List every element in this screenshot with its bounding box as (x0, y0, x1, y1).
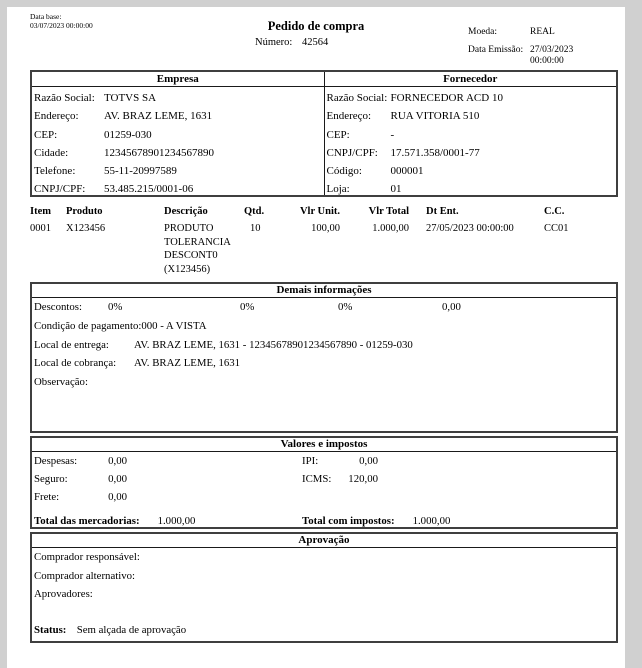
field-row (32, 373, 616, 392)
empresa-title: Empresa (32, 72, 325, 86)
field-label: Total com impostos: (302, 515, 395, 527)
field-label: Telefone: (34, 165, 76, 178)
field-row (327, 126, 617, 144)
status-row (32, 621, 616, 640)
field-row (34, 89, 324, 107)
field-label: IPI: (302, 455, 319, 467)
field-value: 120,00 (348, 473, 378, 485)
field-value: 0,00 (359, 455, 378, 467)
field-value: 01 (390, 183, 402, 196)
data-base-label: Data base: (30, 12, 62, 21)
moeda-value: REAL (530, 27, 555, 37)
item-cost-center-cell: CC01 (544, 223, 569, 234)
field-row (34, 107, 324, 125)
moeda-label: Moeda: (468, 27, 498, 37)
item-description-cell: PRODUTO TOLERANCIA DESCONT0 (X123456) (164, 223, 231, 275)
items-header-cell: Produto (66, 206, 103, 217)
field-row (32, 317, 616, 336)
items-header-cell: Vlr Total (368, 206, 409, 217)
items-header-cell: Descrição (164, 206, 208, 217)
values-taxes-box (30, 436, 618, 529)
field-row (327, 144, 617, 162)
field-value: 1.000,00 (157, 515, 196, 527)
field-label: Loja: (326, 183, 350, 196)
field-value: 000001 (390, 165, 424, 178)
field-row (327, 107, 617, 125)
items-header-cell: Vlr Unit. (299, 206, 340, 217)
items-header-cell: Dt Ent. (426, 206, 459, 217)
field-label: Condição de pagamento: (34, 319, 142, 332)
field-value: 53.485.215/0001-06 (104, 183, 194, 196)
approvers-row: Aprovadores: (34, 588, 93, 601)
field-value: 0,00 (108, 455, 127, 467)
item-unit-price-cell: 100,00 (311, 223, 340, 234)
field-row (34, 162, 324, 180)
numero-label: Número: (255, 37, 293, 48)
item-total-cell: 1.000,00 (372, 223, 409, 234)
field-label: Razão Social: (34, 92, 95, 104)
seguro-field (34, 470, 302, 488)
totals-row (32, 512, 616, 530)
items-header-cell: C.C. (544, 206, 565, 217)
ipi-field (302, 452, 378, 470)
field-label: Frete: (34, 491, 60, 503)
field-row (32, 354, 616, 373)
field-row (34, 180, 324, 198)
desconto-value-3: 0% (338, 301, 353, 313)
field-value: RUA VITORIA 510 (390, 110, 480, 123)
field-label: Seguro: (34, 473, 68, 485)
field-label: Cidade: (34, 146, 69, 159)
desconto-value-2: 0% (240, 301, 255, 313)
field-value: 000 - A VISTA (141, 319, 207, 332)
despesas-field (34, 452, 302, 470)
field-value: 1.000,00 (412, 515, 451, 527)
field-label: Observação: (34, 376, 88, 389)
field-label: ICMS: (302, 473, 332, 485)
field-label: Local de entrega: (34, 338, 109, 351)
descontos-row (32, 298, 616, 317)
total-merchandise-field (34, 512, 302, 530)
field-value: 0,00 (108, 491, 127, 503)
responsible-buyer-row: Comprador responsável: (34, 551, 140, 563)
field-row (32, 470, 616, 488)
field-label: CEP: (34, 128, 58, 141)
field-value: 17.571.358/0001-77 (390, 146, 480, 159)
item-number-cell: 0001 (30, 223, 51, 234)
field-row (327, 180, 617, 198)
section-title: Demais informações (32, 284, 616, 298)
item-qty-cell: 10 (250, 223, 261, 234)
frete-field (34, 488, 302, 506)
field-value: - (390, 128, 395, 141)
additional-info-box (30, 282, 618, 433)
field-label: Razão Social: (326, 92, 388, 104)
doc-header (7, 7, 625, 70)
field-label: CNPJ/CPF: (34, 183, 86, 196)
items-table (30, 205, 618, 276)
field-value: TOTVS SA (104, 92, 157, 104)
fornecedor-title: Fornecedor (443, 73, 498, 85)
emissao-label: Data Emissão: (468, 45, 524, 55)
numero-value: 42564 (302, 37, 329, 48)
status-label: Status: (34, 623, 67, 636)
item-product-cell: X123456 (66, 223, 106, 234)
field-value: AV. BRAZ LEME, 1631 (104, 110, 213, 123)
field-label: CEP: (326, 128, 350, 141)
total-with-taxes-field (302, 512, 450, 530)
approval-box (30, 532, 618, 643)
section-title: Aprovação (32, 534, 616, 548)
items-header-row (30, 205, 618, 222)
field-label: Descontos: (34, 301, 82, 313)
field-label: Endereço: (326, 110, 372, 123)
status-badge: Sem alçada de aprovação (76, 623, 187, 636)
field-value: 55-11-20997589 (104, 165, 177, 178)
page-title: Pedido de compra (267, 19, 365, 33)
company-supplier-header (32, 72, 616, 87)
icms-field (302, 470, 378, 488)
table-row (30, 222, 618, 276)
field-row (32, 452, 616, 470)
field-row (32, 336, 616, 355)
desconto-value-1: 0% (108, 301, 123, 313)
field-value: 01259-030 (104, 128, 152, 141)
data-base-value: 03/07/2023 00:00:00 (30, 21, 93, 30)
field-label: Código: (326, 165, 362, 178)
field-label: Total das mercadorias: (34, 515, 140, 527)
field-value: FORNECEDOR ACD 10 (390, 92, 503, 104)
field-row (32, 488, 616, 506)
field-label: Despesas: (34, 455, 78, 467)
alternative-buyer-row: Comprador alternativo: (34, 569, 136, 582)
items-header-cell: Item (30, 206, 51, 217)
empresa-column (32, 87, 325, 195)
field-label: CNPJ/CPF: (326, 146, 378, 159)
field-label: Local de cobrança: (34, 357, 117, 370)
field-row (327, 162, 617, 180)
section-title: Valores e impostos (32, 438, 616, 452)
field-value: 12345678901234567890 (104, 146, 214, 159)
field-row (327, 89, 617, 107)
fornecedor-column (325, 87, 617, 195)
field-label: Endereço: (34, 110, 79, 123)
company-supplier-box (30, 70, 618, 197)
field-value: AV. BRAZ LEME, 1631 - 12345678901234567890 - 01259-030 (134, 338, 413, 351)
field-value: 0,00 (108, 473, 127, 485)
desconto-value-4: 0,00 (442, 301, 461, 313)
company-supplier-body (32, 87, 616, 195)
emissao-value: 27/03/2023 00:00:00 (530, 45, 574, 66)
field-row (34, 126, 324, 144)
items-header-cell: Qtd. (244, 206, 265, 217)
document-page (7, 7, 625, 668)
field-row (34, 144, 324, 162)
item-delivery-date-cell: 27/05/2023 00:00:00 (426, 223, 514, 234)
field-value: AV. BRAZ LEME, 1631 (134, 357, 241, 370)
